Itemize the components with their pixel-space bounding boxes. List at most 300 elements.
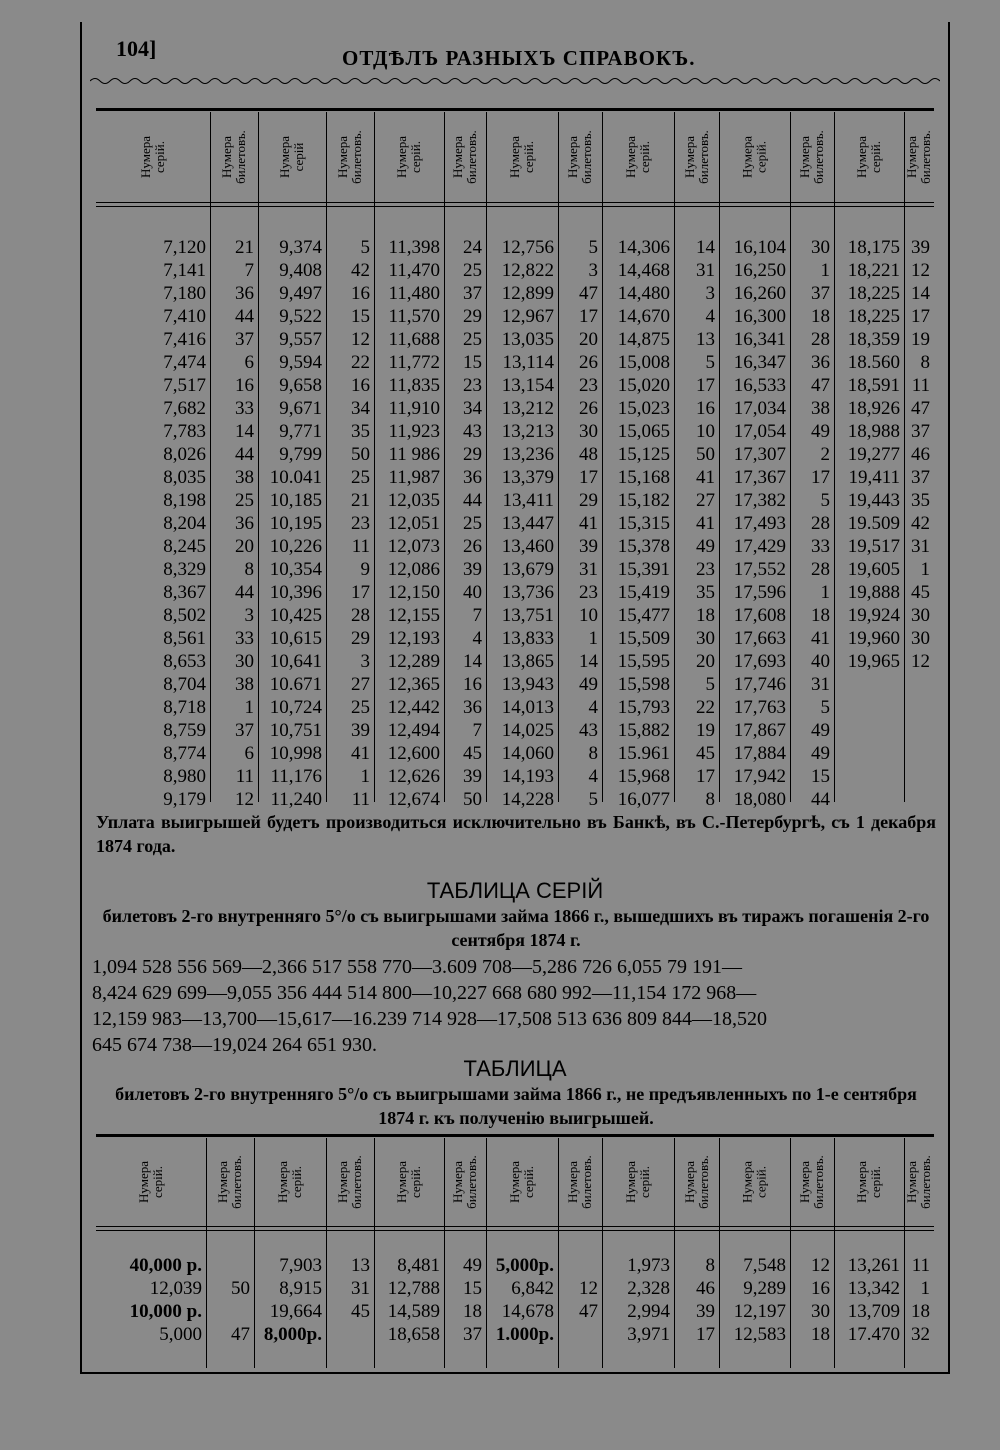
table-cell: 43 [579,720,598,741]
column-header [719,112,790,202]
table-cell: 12,035 [387,490,440,511]
column-header-label: Нумера серій. [739,136,769,178]
table-cell: 30 [235,651,254,672]
table-cell: 18,175 [847,237,900,258]
table-cell: 12 [811,1255,830,1276]
table-cell: 36 [235,283,254,304]
column-header-label: Нумера серій. [394,1161,423,1203]
table-cell: 20 [696,651,715,672]
table-cell: 18 [463,1301,482,1322]
table-cell: 10.041 [269,467,322,488]
table-cell: 17 [696,1324,715,1345]
table-cell: 44 [235,582,254,603]
table-cell: 46 [696,1278,715,1299]
table-cell: 30 [579,421,598,442]
table-cell: 12,197 [733,1301,786,1322]
series-table-title: ТАБЛИЦА СЕРІЙ [426,878,604,903]
table-cell: 26 [463,536,482,557]
table-cell: 5 [705,352,715,373]
table-cell: 27 [696,490,715,511]
table-cell: 15 [463,352,482,373]
table-cell: 8,035 [163,467,206,488]
table-cell: 13,212 [501,398,554,419]
table-cell: 16,341 [733,329,786,350]
table-cell: 7,783 [163,421,206,442]
table-cell: 29 [463,444,482,465]
table-cell: 29 [351,628,370,649]
table-cell: 16 [463,674,482,695]
table-cell: 8,502 [163,605,206,626]
table-cell: 19,960 [847,628,900,649]
table-cell: 15 [811,766,830,787]
table-cell: 13,943 [501,674,554,695]
table-cell: 21 [351,490,370,511]
table-cell: 40 [811,651,830,672]
table-cell: 17,884 [733,743,786,764]
column-header-label: Нумера билетовъ. [565,1155,594,1209]
table-cell: 17,693 [733,651,786,672]
table-cell: 1 [588,628,598,649]
table-cell: 12,193 [387,628,440,649]
series-list [92,954,938,1058]
table-cell: 15,595 [617,651,670,672]
table-cell: 12,365 [387,674,440,695]
column-header [674,112,719,202]
column-header-label: Нумера билетовъ. [797,130,826,184]
table-cell: 7 [472,720,482,741]
table-cell: 35 [911,490,930,511]
header-rule [96,206,934,207]
table-cell: 8 [244,559,254,580]
table-cell: 13,379 [501,467,554,488]
column-header [486,112,558,202]
table-cell: 42 [911,513,930,534]
table-cell: 39 [911,237,930,258]
column-header-label: Нумера серій. [507,136,536,178]
column-header [444,112,486,202]
column-header-label: Нумера билетовъ. [450,130,479,184]
table-cell: 12 [911,651,930,672]
table-cell: 1.000р. [495,1324,554,1345]
table-cell: 4 [588,697,598,718]
table-cell: 5 [588,237,598,258]
table-cell: 12 [351,329,370,350]
table-cell: 17,382 [733,490,786,511]
table-cell: 15,882 [617,720,670,741]
table-cell: 7,474 [163,352,206,373]
table-cell: 12,073 [387,536,440,557]
table-cell: 15,315 [617,513,670,534]
table-cell: 10.671 [269,674,322,695]
table-cell: 8 [920,352,930,373]
column-header [374,1138,444,1226]
column-header [258,112,326,202]
table-cell: 9,799 [279,444,322,465]
column-header-label: Нумера билетовъ. [215,1155,244,1209]
table-cell: 17,367 [733,467,786,488]
table-cell: 15,023 [617,398,670,419]
table-cell: 39 [463,766,482,787]
table-cell: 34 [351,398,370,419]
table-cell: 1 [360,766,370,787]
table-cell: 17 [579,467,598,488]
table-cell: 18,988 [847,421,900,442]
column-header-label: Нумера билетовъ. [565,130,594,184]
winning-tickets-table [82,112,948,812]
table-cell: 2,328 [627,1278,670,1299]
table-cell: 8,204 [163,513,206,534]
table-cell: 49 [811,720,830,741]
table-cell: 17,596 [733,582,786,603]
table-cell: 12,626 [387,766,440,787]
table-cell: 15,065 [617,421,670,442]
table-cell: 16,104 [733,237,786,258]
table-cell: 26 [579,352,598,373]
table-cell: 16,077 [617,789,670,810]
column-header-label: Нумера билетовъ. [450,1155,479,1209]
table-cell: 16,300 [733,306,786,327]
table-cell: 44 [463,490,482,511]
table-cell: 37 [911,421,930,442]
table-cell: 1 [820,582,830,603]
column-header [719,1138,790,1226]
table-cell: 41 [696,513,715,534]
table-cell: 13 [351,1255,370,1276]
table-cell: 3,971 [627,1324,670,1345]
table-cell: 18 [911,1301,930,1322]
table-cell: 8 [705,1255,715,1276]
table-cell: 9,557 [279,329,322,350]
table-cell: 14 [579,651,598,672]
column-header-label: Нумера серій [277,136,306,178]
table1-top-rule [96,108,934,111]
table-cell: 18 [811,1324,830,1345]
table-cell: 29 [579,490,598,511]
table-cell: 27 [351,674,370,695]
table-cell: 11 [911,1255,930,1276]
table-cell: 28 [811,559,830,580]
table-cell: 19,664 [269,1301,322,1322]
table-cell: 34 [463,398,482,419]
column-header [790,1138,834,1226]
table-cell: 22 [351,352,370,373]
column-header-label: Нумера серій. [623,1161,652,1203]
table-cell: 47 [579,1301,598,1322]
table-cell: 11,772 [388,352,440,373]
table-cell: 17 [696,375,715,396]
table-cell: 15,182 [617,490,670,511]
table-cell: 11 [235,766,254,787]
table-cell: 23 [463,375,482,396]
table-cell: 16 [696,398,715,419]
table-cell: 50 [231,1278,250,1299]
table-cell: 28 [811,329,830,350]
table-cell: 50 [351,444,370,465]
table-cell: 21 [235,237,254,258]
table-cell: 3 [360,651,370,672]
table-cell: 15,125 [617,444,670,465]
payment-note: Уплата выигрышей будетъ производиться исключительно въ Банкѣ, въ С.-Петербургѣ, съ 1 декабря 1874 года. [96,812,936,856]
table-cell: 26 [579,398,598,419]
table-cell: 47 [811,375,830,396]
table-cell: 16 [235,375,254,396]
table-cell: 17 [911,306,930,327]
table-cell: 12,674 [387,789,440,810]
table-cell: 30 [811,1301,830,1322]
header-rule [96,1226,934,1227]
table-cell: 45 [351,1301,370,1322]
table-cell: 49 [463,1255,482,1276]
table-cell: 17,608 [733,605,786,626]
table-cell: 9,408 [279,260,322,281]
table-cell: 39 [696,1301,715,1322]
table-cell: 19 [696,720,715,741]
table-cell: 14,013 [501,697,554,718]
table-cell: 24 [463,237,482,258]
table-cell: 19,443 [847,490,900,511]
table-cell: 17,054 [733,421,786,442]
table-cell: 8,704 [163,674,206,695]
column-header [210,112,258,202]
column-header [326,1138,374,1226]
table-cell: 31 [811,674,830,695]
table-cell: 5 [588,789,598,810]
table-cell: 18,080 [733,789,786,810]
table-cell: 17,746 [733,674,786,695]
table-cell: 12,442 [387,697,440,718]
table-cell: 15,168 [617,467,670,488]
table-cell: 10,195 [269,513,322,534]
page-number: 104] [116,36,157,61]
table-cell: 8,367 [163,582,206,603]
column-header-label: Нумера билетовъ. [335,130,364,184]
table-cell: 13,154 [501,375,554,396]
table-cell: 35 [696,582,715,603]
table-cell: 47 [911,398,930,419]
table-cell: 12,155 [387,605,440,626]
column-header [486,1138,558,1226]
table-cell: 7,416 [163,329,206,350]
table-cell: 23 [579,582,598,603]
table-cell: 25 [463,329,482,350]
table-cell: 18,225 [847,283,900,304]
table-cell: 11,470 [388,260,440,281]
table-cell: 11,240 [270,789,322,810]
column-header-label: Нумера билетовъ. [219,130,248,184]
table-cell: 9,374 [279,237,322,258]
table-cell: 7,517 [163,375,206,396]
table-cell: 3 [588,260,598,281]
table-cell: 44 [235,444,254,465]
table-cell: 10,000 р. [129,1301,202,1322]
table-cell: 17.470 [847,1324,900,1345]
table-cell: 25 [463,260,482,281]
table-cell: 14 [463,651,482,672]
table-cell: 11,987 [388,467,440,488]
series-line: 645 674 738—19,024 264 651 930. [92,1034,377,1056]
table-cell: 36 [463,467,482,488]
column-header-label: Нумера билетовъ. [681,1155,711,1209]
table-cell: 17 [579,306,598,327]
column-header-label: Нумера билетовъ. [797,1155,826,1209]
table-cell: 15,968 [617,766,670,787]
table-cell: 30 [911,605,930,626]
table-cell: 41 [811,628,830,649]
table-cell: 4 [705,306,715,327]
column-header-label: Нумера серій. [275,1161,304,1203]
table-cell: 18,359 [847,329,900,350]
table-cell: 13,035 [501,329,554,350]
table-cell: 10 [696,421,715,442]
table-cell: 1 [920,559,930,580]
table-cell: 43 [463,421,482,442]
table-cell: 28 [811,513,830,534]
table-cell: 8,245 [163,536,206,557]
table-cell: 3 [705,283,715,304]
table-cell: 41 [579,513,598,534]
table-cell: 7 [472,605,482,626]
table-cell: 8,759 [163,720,206,741]
table-cell: 12,289 [387,651,440,672]
table-cell: 37 [811,283,830,304]
table-cell: 15,477 [617,605,670,626]
column-header [602,112,674,202]
column-header [834,112,904,202]
table-cell: 25 [235,490,254,511]
column-header [444,1138,486,1226]
table-cell: 31 [696,260,715,281]
table-cell: 12,051 [387,513,440,534]
table-cell: 40,000 р. [129,1255,202,1276]
table-cell: 19,517 [847,536,900,557]
table-cell: 15,008 [617,352,670,373]
table-cell: 4 [588,766,598,787]
table-cell: 16,250 [733,260,786,281]
table-cell: 5 [705,674,715,695]
table-cell: 13,460 [501,536,554,557]
table-cell: 8,718 [163,697,206,718]
table-cell: 13,411 [502,490,554,511]
table-cell: 1,973 [627,1255,670,1276]
table-cell: 35 [351,421,370,442]
table-cell: 14,589 [387,1301,440,1322]
table-cell: 7,141 [163,260,206,281]
table-cell: 9,497 [279,283,322,304]
table-cell: 31 [911,536,930,557]
column-header-label: Нумера серій. [854,136,883,178]
column-header-label: Нумера билетовъ. [681,130,711,184]
table-cell: 49 [811,421,830,442]
table-cell: 10,724 [269,697,322,718]
table-cell: 8,915 [279,1278,322,1299]
table-cell: 17,034 [733,398,786,419]
series-line: 1,094 528 556 569—2,366 517 558 770—3.609 708—5,286 726 6,055 79 191— [92,956,742,978]
table-cell: 12 [235,789,254,810]
table-cell: 15,378 [617,536,670,557]
table-cell: 6 [244,743,254,764]
table-cell: 33 [811,536,830,557]
table-cell: 7,903 [279,1255,322,1276]
table-cell: 10,226 [269,536,322,557]
column-header [602,1138,674,1226]
table-cell: 9 [360,559,370,580]
table-cell: 47 [231,1324,250,1345]
column-header [96,112,210,202]
header-rule [96,202,934,203]
table-cell: 30 [811,237,830,258]
table-cell: 16 [351,375,370,396]
table-cell: 7,180 [163,283,206,304]
page [80,22,950,1374]
column-header [558,112,602,202]
table-cell: 37 [911,467,930,488]
table-cell: 13,833 [501,628,554,649]
table-cell: 9,522 [279,306,322,327]
table-cell: 15,020 [617,375,670,396]
column-header [254,1138,326,1226]
table-cell: 19,605 [847,559,900,580]
table-cell: 8,774 [163,743,206,764]
table-cell: 16 [811,1278,830,1299]
wavy-rule [90,76,940,86]
column-header [374,112,444,202]
series-table-subtitle: билетовъ 2-го внутренняго 5°/о съ выигрышами займа 1866 г., вышедшихъ въ тиражъ погашенія 2-го сентября 1874 г. [102,906,930,950]
table-cell: 14,468 [617,260,670,281]
column-header [904,112,934,202]
column-header [904,1138,934,1226]
column-header-label: Нумера серій. [138,136,167,178]
table-cell: 12,822 [501,260,554,281]
table-cell: 10,998 [269,743,322,764]
table-cell: 15,509 [617,628,670,649]
table-cell: 12,583 [733,1324,786,1345]
table-cell: 9,594 [279,352,322,373]
table-cell: 37 [463,283,482,304]
table-cell: 12,788 [387,1278,440,1299]
table-cell: 36 [235,513,254,534]
table2-top-rule [96,1134,934,1137]
table-cell: 11,923 [388,421,440,442]
table-cell: 23 [351,513,370,534]
table-cell: 39 [463,559,482,580]
column-header-label: Нумера билетовъ. [904,1155,933,1209]
table-cell: 14 [235,421,254,442]
table-cell: 13 [696,329,715,350]
table-cell: 18,591 [847,375,900,396]
table-cell: 13,342 [847,1278,900,1299]
column-header-label: Нумера билетовъ. [904,130,933,184]
table-cell: 1 [920,1278,930,1299]
column-header [674,1138,719,1226]
table-cell: 25 [351,467,370,488]
table-cell: 8,329 [163,559,206,580]
table-cell: 31 [579,559,598,580]
table-cell: 50 [696,444,715,465]
table-cell: 13,865 [501,651,554,672]
table-cell: 8,000р. [263,1324,322,1345]
table-cell: 19,277 [847,444,900,465]
table-cell: 17,429 [733,536,786,557]
table-cell: 38 [235,467,254,488]
table-cell: 14,025 [501,720,554,741]
table-cell: 30 [911,628,930,649]
table-cell: 20 [579,329,598,350]
table-cell: 22 [696,697,715,718]
table-cell: 19.509 [847,513,900,534]
table-cell: 49 [579,674,598,695]
table-cell: 30 [696,628,715,649]
table-cell: 9,179 [163,789,206,810]
